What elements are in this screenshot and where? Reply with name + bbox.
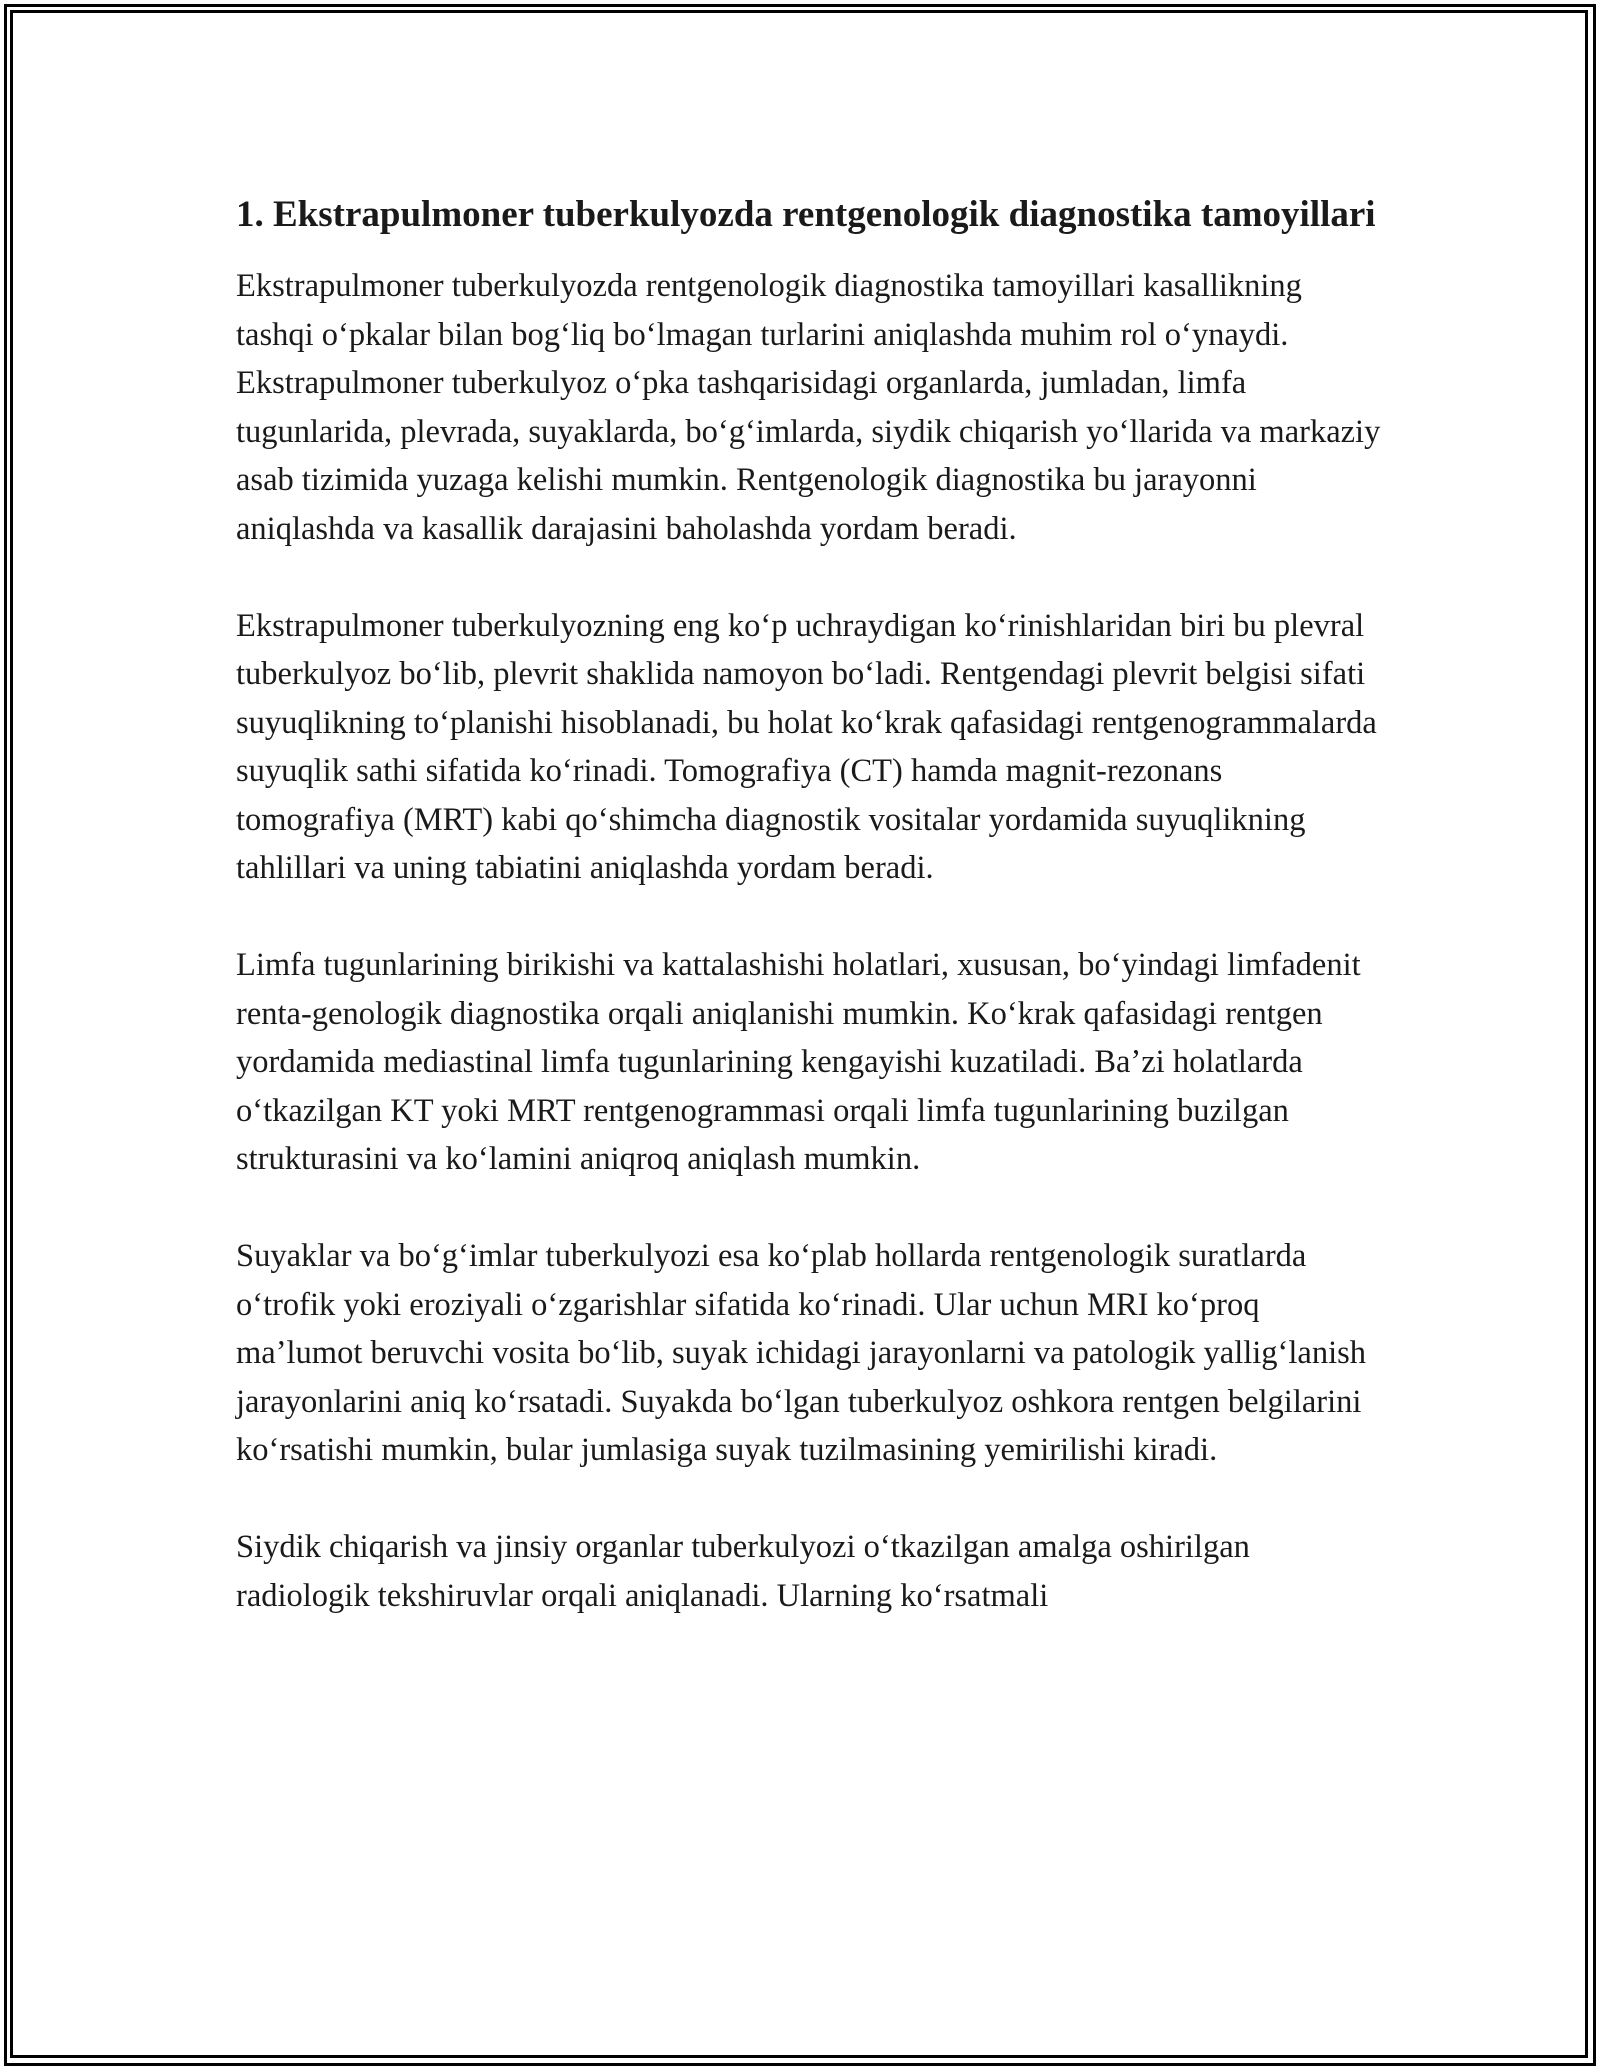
paragraph: Ekstrapulmoner tuberkulyozda rentgenologik diagnostika tamoyillari kasallikning tashqi oʻpkalar bilan bogʻliq boʻlmagan turlarini aniqlashda muhim rol oʻynaydi. Ekstrapulmoner tuberkulyoz oʻpka tashqarisidagi organlarda, jumladan, limfa tugunlarida, plevrada, suyaklarda, boʻgʻimlarda, siydik chiqarish yoʻllarida va markaziy asab tizimida yuzaga kelishi mumkin. Rentgenologik diagnostika bu jarayonni aniqlashda va kasallik darajasini baholashda yordam beradi. [236, 268, 1381, 547]
paragraph: Limfa tugunlarining birikishi va kattalashishi holatlari, xususan, boʻyindagi limfadenit renta-genologik diagnostika orqali aniqlanishi mumkin. Koʻkrak qafasidagi rentgen yordamida mediastinal limfa tugunlarining kengayishi kuzatiladi. Baʼzi holatlarda oʻtkazilgan KT yoki MRT rentgenogrammasi orqali limfa tugunlarining buzilgan strukturasini va koʻlamini aniqroq aniqlash mumkin. [236, 947, 1361, 1177]
paragraph: Suyaklar va boʻgʻimlar tuberkulyozi esa koʻplab hollarda rentgenologik suratlarda oʻtrofik yoki eroziyali oʻzgarishlar sifatida koʻrinadi. Ular uchun MRI koʻproq maʼlumot beruvchi vosita boʻlib, suyak ichidagi jarayonlarni va patologik yalligʻlanish jarayonlarini aniq koʻrsatadi. Suyakda boʻlgan tuberkulyoz oshkora rentgen belgilarini koʻrsatishi mumkin, bular jumlasiga suyak tuzilmasining yemirilishi kiradi. [236, 1238, 1367, 1468]
paragraph: Siydik chiqarish va jinsiy organlar tuberkulyozi oʻtkazilgan amalga oshirilgan radiologik tekshiruvlar orqali aniqlanadi. Ularning koʻrsatmali [236, 1529, 1250, 1614]
paragraph: Ekstrapulmoner tuberkulyozning eng koʻp uchraydigan koʻrinishlaridan biri bu plevral tuberkulyoz boʻlib, plevrit shaklida namoyon boʻladi. Rentgendagi plevrit belgisi sifati suyuqlikning toʻplanishi hisoblanadi, bu holat koʻkrak qafasidagi rentgenogrammalarda suyuqlik sathi sifatida koʻrinadi. Tomografiya (CT) hamda magnit-rezonans tomografiya (MRT) kabi qoʻshimcha diagnostik vositalar yordamida suyuqlikning tahlillari va uning tabiatini aniqlashda yordam beradi. [236, 607, 1377, 886]
section-heading: 1. Ekstrapulmoner tuberkulyozda rentgenologik diagnostika tamoyillari [236, 194, 1376, 235]
document-body [236, 188, 1386, 1669]
